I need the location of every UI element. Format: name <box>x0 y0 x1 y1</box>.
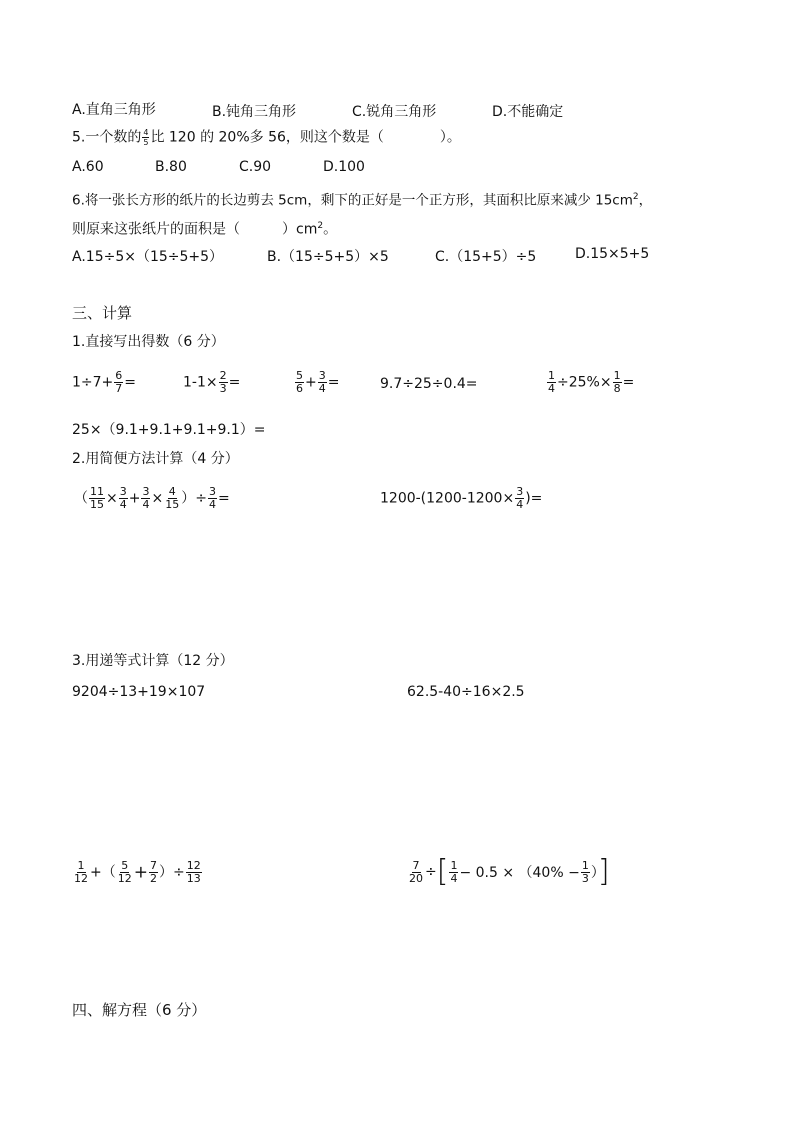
p1-item-5: $\frac{1}{4}$ ÷25%× $\frac{1}{8}$ = <box>548 369 635 395</box>
q5-option-d: D.100 <box>323 159 365 175</box>
p3-expression-2: 62.5-40÷16×2.5 <box>407 684 525 700</box>
q6-question-line2: 则原来这张纸片的面积是（ ）$cm^2$。 <box>72 221 338 238</box>
p1-item-4: 9.7÷25÷0.4= <box>380 376 478 392</box>
part1-title: 1.直接写出得数（6 分） <box>72 334 225 350</box>
q5-fraction: $\frac{4}{5}$ <box>143 128 149 147</box>
q4-option-c: C.锐角三角形 <box>352 104 437 120</box>
part3-title: 3.用递等式计算（12 分） <box>72 653 234 669</box>
q5-suffix: 比 120 的 20%多 56，则这个数是（ ）。 <box>150 129 461 146</box>
p3-expression-1: 9204÷13+19×107 <box>72 684 206 700</box>
q5-option-a: A.60 <box>72 159 104 175</box>
q4-options <box>72 101 156 119</box>
q6-option-d: D.15×5+5 <box>575 246 650 262</box>
p1-item-2: 1-1× $\frac{2}{3}$ = <box>183 369 241 395</box>
p1-item-3: $\frac{5}{6}$ + $\frac{3}{4}$ = <box>296 369 340 395</box>
part2-title: 2.用简便方法计算（4 分） <box>72 451 239 467</box>
q6-option-b: B.（15÷5+5）×5 <box>267 249 389 265</box>
q4-option-a: A.直角三角形 <box>72 102 156 118</box>
q5-question <box>72 128 461 147</box>
q5-option-b: B.80 <box>155 159 187 175</box>
q6-option-c: C.（15+5）÷5 <box>435 249 537 265</box>
p1-item-1: 1÷7+ $\frac{6}{7}$ = <box>72 369 137 395</box>
section3-title: 三、计算 <box>72 304 133 322</box>
q6-option-a: A.15÷5×（15÷5+5） <box>72 249 224 265</box>
p3-expression-3: $\frac{1}{12}$ +（ $\frac{5}{12}$ + $\frac{7}{2}$ ）÷ $\frac{12}{13}$ <box>74 859 201 885</box>
q6-question-line1: 6.将一张长方形的纸片的长边剪去 5cm，剩下的正好是一个正方形，其面积比原来减少 $15cm^2$， <box>72 192 653 209</box>
q5-prefix: 5.一个数的 <box>72 129 142 146</box>
q4-option-d: D.不能确定 <box>492 104 564 120</box>
p2-expression-1: （ $\frac{11}{15}$ × $\frac{3}{4}$ + $\frac{3}{4}$ × $\frac{4}{15}$ ）÷ $\frac{3}{4}$ = <box>74 485 230 511</box>
p1-item-6: 25×（9.1+9.1+9.1+9.1）= <box>72 422 266 438</box>
p3-expression-4: $\frac{7}{20}$ ÷[ $\frac{1}{4}$ − 0.5 × （40% − $\frac{1}{3}$ ）] <box>409 854 610 889</box>
q5-option-c: C.90 <box>239 159 272 175</box>
q4-option-b: B.钝角三角形 <box>212 104 297 120</box>
p2-expression-2: 1200-(1200-1200× $\frac{3}{4}$ )= <box>380 485 543 511</box>
section4-title: 四、解方程（6 分） <box>72 1001 207 1019</box>
